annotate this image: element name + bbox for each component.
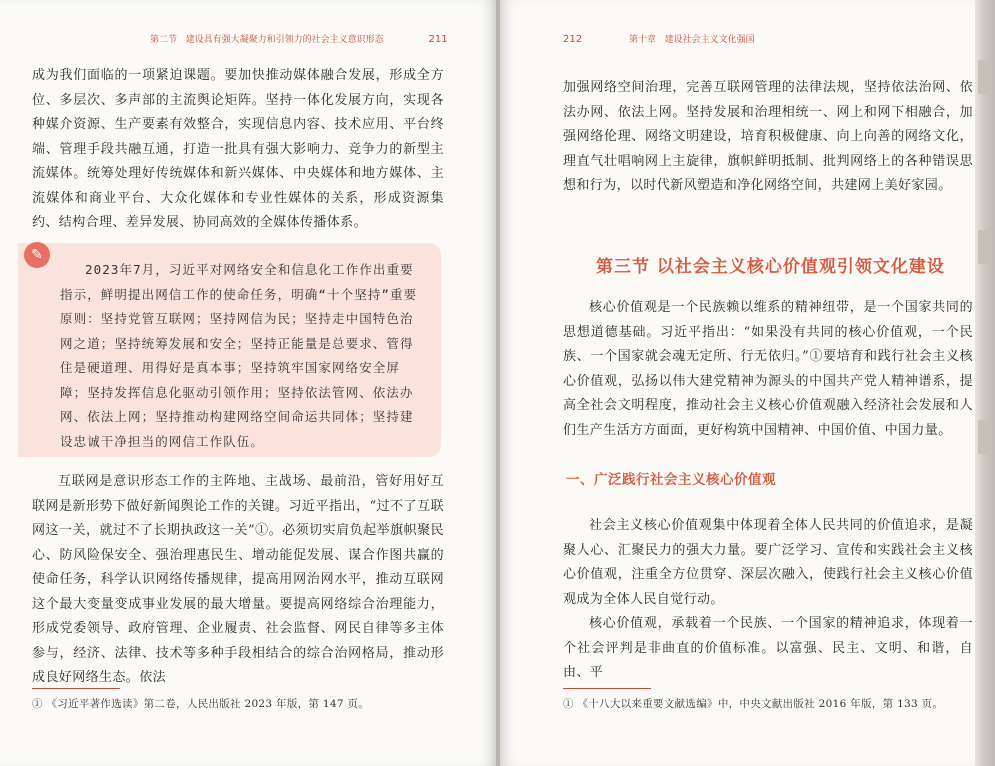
callout-body: 2023年7月，习近平对网络安全和信息化工作作出重要指示，鲜明提出网信工作的使命任务，明确“十个坚持”重要原则：坚持党管互联网；坚持网信为民；坚持走中国特色治网之道；坚持统筹发展和安全；坚持正能量是总要求、管得住是硬道理、用得好是真本事；坚持筑牢国家网络安全屏障；坚持发挥信息化驱动引领作用；坚持依法管网、依法办网、依法上网；坚持推动构建网络空间命运共同体；坚持建设忠诚干净担当的网信工作队伍。 [60, 262, 418, 449]
page-tab [978, 60, 992, 94]
right-para2-text: 核心价值观是一个民族赖以维系的精神纽带，是一个国家共同的思想道德基础。习近平指出：“如果没有共同的核心价值观，一个民族、一个国家就会魂无定所、行无依归。”①要培育和践行社会主义核心价值观，弘扬以伟大建党精神为源头的中国共产党人精神谱系，提高全社会文明程度，推动社会主义核心价值观融入经济社会发展和人们生产生活方方面面，更好构筑中国精神、中国价值、中国力量。 [563, 300, 973, 438]
right-paragraph-2 [563, 296, 973, 443]
pencil-note-icon: ✎ [24, 242, 50, 268]
left-header-section: 第二节 [150, 35, 178, 45]
right-para3-text: 社会主义核心价值观集中体现着全体人民共同的价值追求，是凝聚人心、汇聚民力的强大力量。要广泛学习、宣传和实践社会主义核心价值观，注重全方位贯穿、深层次融入，使践行社会主义核心价值观成为全体人民自觉行动。 [563, 518, 973, 607]
left-para1-text: 成为我们面临的一项紧迫课题。要加快推动媒体融合发展，形成全方位、多层次、多声部的主流舆论矩阵。坚持一体化发展方向，实现各种媒介资源、生产要素有效整合，实现信息内容、技术应用、平台终端、管理手段共融互通，打造一批具有强大影响力、竞争力的新型主流媒体。统筹处理好传统媒体和新兴媒体、中央媒体和地方媒体、主流媒体和商业平台、大众化媒体和专业性媒体的关系，形成资源集约、结构合理、差异发展、协同高效的全媒体传播体系。 [32, 68, 444, 230]
right-page-number: 212 [563, 34, 583, 45]
left-para2-text: 互联网是意识形态工作的主阵地、主战场、最前沿，管好用好互联网是新形势下做好新闻舆论工作的关键。习近平指出，“过不了互联网这一关，就过不了长期执政这一关”①。必须切实肩负起举旗帜聚民心、防风险保安全、强治理惠民生、增动能促发展、谋合作图共赢的使命任务，科学认识网络传播规律，提高用网治网水平，推动互联网这个最大变量变成事业发展的最大增量。要提高网络综合治理能力，形成党委领导、政府管理、企业履责、社会监督、网民自律等多主体参与，经济、法律、技术等多种手段相结合的综合治网格局，推动形成良好网络生态。依法 [32, 474, 444, 685]
right-running-header [563, 32, 755, 45]
right-page [500, 0, 975, 766]
right-header-chapter: 第十章 [628, 35, 656, 45]
right-footnote: ① 《十八大以来重要文献选编》中，中央文献出版社 2016 年版，第 133 页。 [563, 698, 944, 710]
right-paragraph-1 [563, 76, 973, 199]
left-header-title: 建设具有强大凝聚力和引领力的社会主义意识形态 [185, 35, 384, 45]
footnote-rule [563, 688, 651, 689]
right-header-title: 建设社会主义文化强国 [664, 35, 755, 45]
page-tab [978, 230, 992, 264]
left-running-header [150, 32, 448, 45]
footnote-rule [32, 688, 120, 689]
left-footnote: ① 《习近平著作选读》第二卷，人民出版社 2023 年版，第 147 页。 [32, 698, 370, 710]
left-page [0, 0, 496, 766]
section-title: 第三节 以社会主义核心价值观引领文化建设 [596, 257, 945, 277]
page-tab [978, 420, 992, 454]
callout-text [60, 258, 422, 454]
left-paragraph-1 [32, 64, 444, 236]
right-paragraph-3 [563, 514, 973, 686]
left-page-number: 211 [428, 34, 448, 45]
right-para1-text: 加强网络空间治理，完善互联网管理的法律法规，坚持依法治网、依法办网、依法上网。坚持发展和治理相统一、网上和网下相融合，加强网络伦理、网络文明建设，培育积极健康、向上向善的网络文化，理直气壮唱响网上主旋律，旗帜鲜明抵制、批判网络上的各种错误思想和行为，以时代新风塑造和净化网络空间，共建网上美好家园。 [563, 80, 973, 193]
subsection-title: 一、广泛践行社会主义核心价值观 [566, 472, 776, 488]
left-paragraph-2 [32, 470, 444, 691]
page-edge [975, 0, 995, 766]
right-para4-text: 核心价值观，承载着一个民族、一个国家的精神追求，体现着一个社会评判是非曲直的价值标准。以富强、民主、文明、和谐，自由、平 [563, 616, 973, 680]
